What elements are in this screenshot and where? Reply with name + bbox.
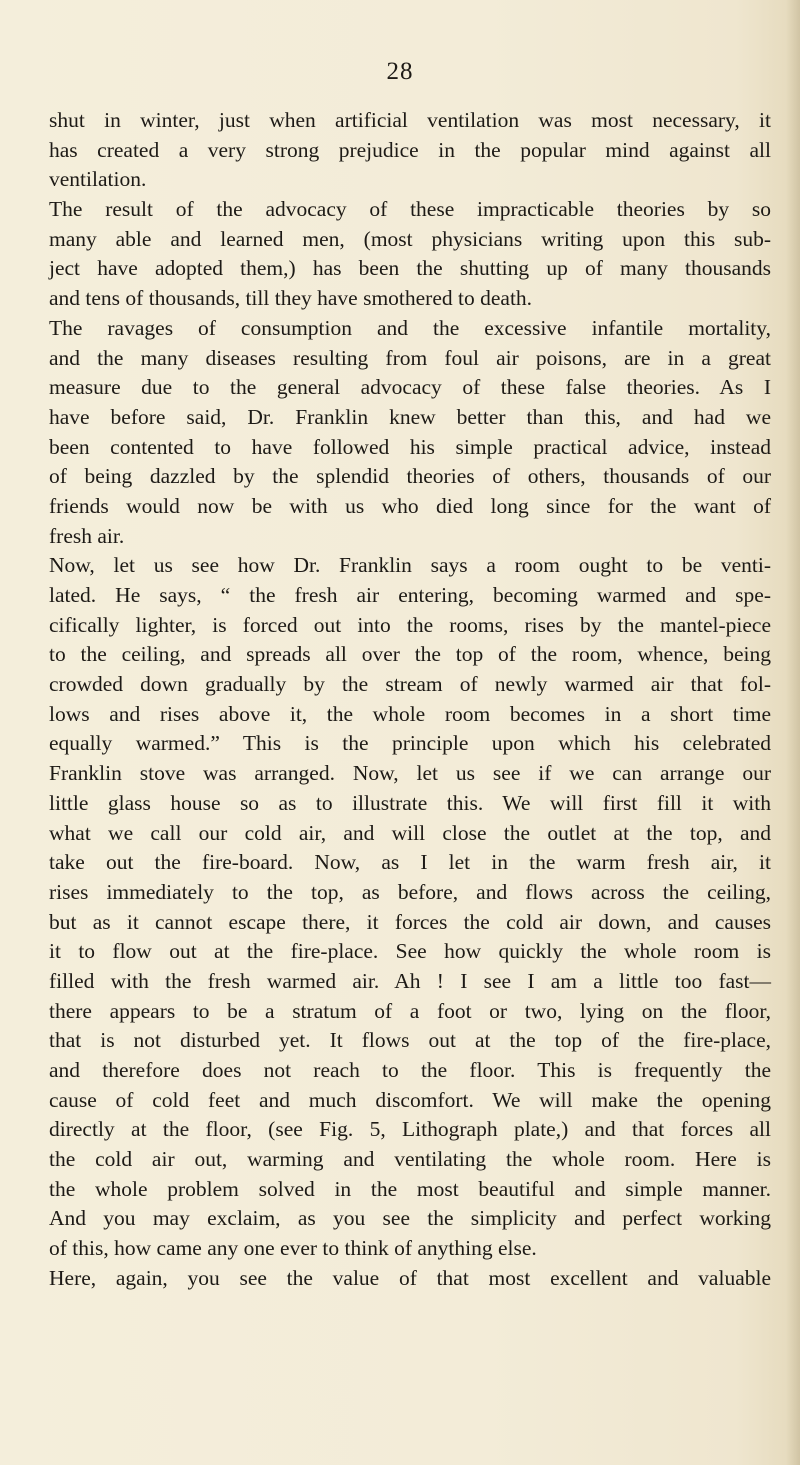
text-line: it to flow out at the fire-place. See how quickly the whole room is <box>49 939 771 964</box>
text-line: cifically lighter, is forced out into the rooms, rises by the mantel-piece <box>49 612 771 637</box>
text-line: take out the fire-board. Now, as I let in the warm fresh air, it <box>49 850 771 875</box>
text-line: the whole problem solved in the most beautiful and simple manner. <box>49 1176 771 1201</box>
text-line: been contented to have followed his simple practical advice, instead <box>49 434 771 459</box>
text-line: measure due to the general advocacy of these false theories. As I <box>49 375 771 400</box>
text-line: and the many diseases resulting from foul air poisons, are in a great <box>49 345 771 370</box>
text-line: And you may exclaim, as you see the simplicity and perfect working <box>49 1206 771 1231</box>
text-line: The ravages of consumption and the excessive infantile mortality, <box>49 315 771 340</box>
text-line: equally warmed.” This is the principle upon which his celebrated <box>49 731 771 756</box>
text-line: what we call our cold air, and will close the outlet at the top, and <box>49 820 771 845</box>
text-line: Now, let us see how Dr. Franklin says a room ought to be venti- <box>49 553 771 578</box>
text-line: rises immediately to the top, as before, and flows across the ceiling, <box>49 879 771 904</box>
text-line: shut in winter, just when artificial ventilation was most necessary, it <box>49 108 771 132</box>
text-line: Here, again, you see the value of that most excellent and valuable <box>49 1265 771 1290</box>
text-line: directly at the floor, (see Fig. 5, Lithograph plate,) and that forces all <box>49 1117 771 1142</box>
text-line: friends would now be with us who died long since for the want of <box>49 493 771 518</box>
text-line: to the ceiling, and spreads all over the top of the room, whence, being <box>49 642 771 667</box>
text-line: and therefore does not reach to the floor. This is frequently the <box>49 1058 771 1082</box>
text-line: little glass house so as to illustrate this. We will first fill it with <box>49 790 771 815</box>
text-line: lated. He says, “ the fresh air entering, becoming warmed and spe- <box>49 583 771 607</box>
text-line: crowded down gradually by the stream of newly warmed air that fol- <box>49 672 771 697</box>
page-edge-shadow <box>786 0 800 1465</box>
text-line: have before said, Dr. Franklin knew better than this, and had we <box>49 404 771 429</box>
text-line: filled with the fresh warmed air. Ah ! I see I am a little too fast— <box>49 968 771 993</box>
text-line: there appears to be a stratum of a foot or two, lying on the floor, <box>49 998 771 1023</box>
text-line: fresh air. <box>49 523 125 548</box>
text-line: of this, how came any one ever to think of anything else. <box>49 1236 537 1261</box>
text-line: lows and rises above it, the whole room becomes in a short time <box>49 701 771 726</box>
text-line: the cold air out, warming and ventilating the whole room. Here is <box>49 1147 771 1172</box>
text-line: The result of the advocacy of these impracticable theories by so <box>49 197 771 222</box>
text-line: many able and learned men, (most physicians writing upon this sub- <box>49 226 771 251</box>
text-line: has created a very strong prejudice in the popular mind against all <box>49 137 771 162</box>
text-line: ventilation. <box>49 167 147 192</box>
text-line: that is not disturbed yet. It flows out at the top of the fire-place, <box>49 1028 771 1053</box>
text-line: and tens of thousands, till they have smothered to death. <box>49 286 533 311</box>
text-line: Franklin stove was arranged. Now, let us see if we can arrange our <box>49 761 771 786</box>
body-text <box>49 106 771 1294</box>
page-number: 28 <box>386 58 414 85</box>
text-line: of being dazzled by the splendid theories of others, thousands of our <box>49 464 771 489</box>
text-line: ject have adopted them,) has been the shutting up of many thousands <box>49 256 771 281</box>
text-line: but as it cannot escape there, it forces the cold air down, and causes <box>49 909 771 934</box>
text-line: cause of cold feet and much discomfort. We will make the opening <box>49 1087 771 1112</box>
